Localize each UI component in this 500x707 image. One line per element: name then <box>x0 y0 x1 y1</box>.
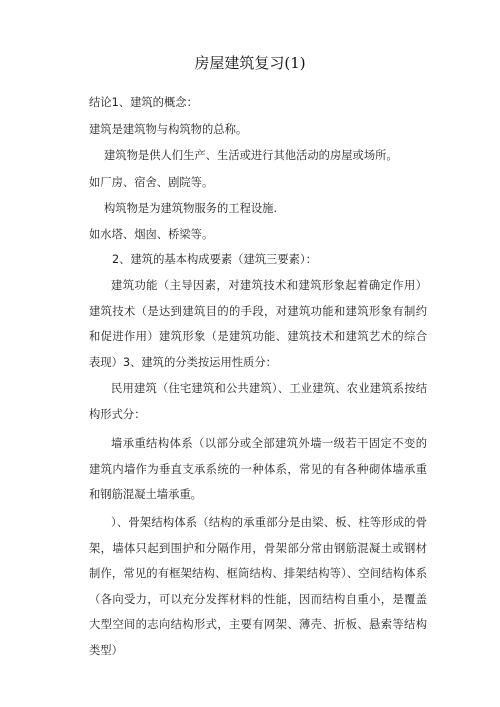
text-line-elements-heading: 2、建筑的基本构成要素（建筑三要素）： <box>112 253 317 266</box>
text-line-conclusion: 结论1、建筑的概念： <box>89 96 198 109</box>
paragraph-building-function: 建筑功能（主导因素，对建筑技术和建筑形象起着确定作用）建筑技术（是达到建筑目的的手段，对建筑功能和建筑形象有制约和促进作用）建筑形象（是建筑功能、建筑技术和建筑艺术的综合表现）3、建筑的分类按运用性质分： <box>89 279 427 369</box>
text-line-building-examples: 如厂房、宿舍、剧院等。 <box>89 176 214 189</box>
paragraph-frame-structure: ）、骨架结构体系（结构的承重部分是由梁、板、柱等形成的骨架，墙体只起到围护和分隔作用，骨架部分常由钢筋混凝土或钢材制作，常见的有框架结构、框筒结构、排架结构等）、空间结构体系（各向受力，可以充分发挥材料的性能，因而结构自重小，是覆盖大型空间的志向结构形式，主要有网架、薄壳、折板、悬索等结构类型） <box>89 516 427 657</box>
text-line-building: 建筑物是供人们生产、生活或进行其他活动的房屋或场所。 <box>104 149 398 162</box>
paragraph-wall-bearing: 墙承重结构体系（以部分或全部建筑外墙一级若干固定不变的建筑内墙作为垂直支承系统的一种体系，常见的有各种砌体墙承重和钢筋混凝土墙承重。 <box>89 437 427 501</box>
text-line-structure-examples: 如水塔、烟囱、桥梁等。 <box>89 228 214 241</box>
document-title: 房屋建筑复习(1) <box>194 54 306 72</box>
text-line-definition: 建筑是建筑物与构筑物的总称。 <box>89 123 248 136</box>
paragraph-building-types: 民用建筑（住宅建筑和公共建筑）、工业建筑、农业建筑系按结构形式分： <box>89 382 427 421</box>
text-line-structure: 构筑物是为建筑物服务的工程设施. <box>104 202 278 215</box>
